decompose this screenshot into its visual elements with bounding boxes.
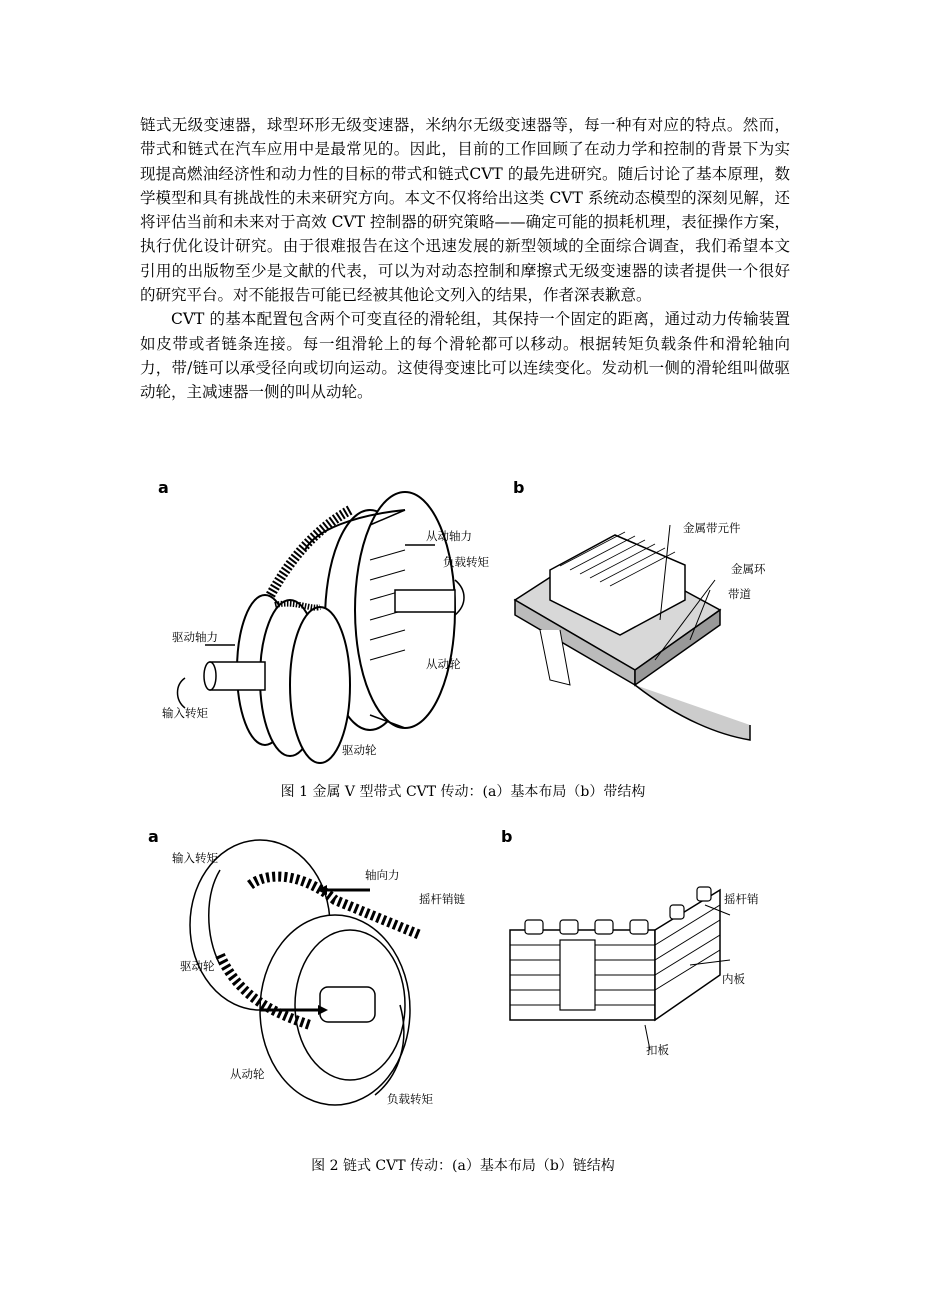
- figure-2-panel-b-letter: b: [501, 827, 513, 846]
- label-driven-pulley-1: 从动轮: [426, 657, 461, 671]
- label-drive-pulley-2: 驱动轮: [180, 959, 215, 973]
- label-metal-ring: 金属环: [731, 562, 766, 576]
- label-metal-belt-element: 金属带元件: [683, 521, 741, 535]
- figure-2: [0, 825, 926, 1185]
- label-rocker-pin: 摇杆销: [724, 892, 759, 906]
- label-driven-pulley-2: 从动轮: [230, 1067, 265, 1081]
- figure-1: [0, 470, 926, 810]
- figure-1b-belt-structure-drawing: [510, 470, 760, 745]
- label-band: 带道: [728, 587, 751, 601]
- label-input-torque-1: 输入转矩: [162, 706, 208, 720]
- label-inner-plate: 内板: [722, 972, 745, 986]
- figure-2a-chain-cvt-drawing: [160, 825, 460, 1125]
- label-drive-axial-force: 驱动轴力: [172, 630, 218, 644]
- paragraph-1: 链式无级变速器，球型环形无级变速器，米纳尔无级变速器等，每一种有对应的特点。然而，带式和链式在汽车应用中是最常见的。因此，目前的工作回顾了在动力学和控制的背景下为实现提高燃油经济性和动力性的目标的带式和链式CVT 的最先进研究。随后讨论了基本原理，数学模型和具有挑战性的未来研究方向。本文不仅将给出这类 CVT 系统动态模型的深刻见解，还将评估当前和未来对于高效 CVT 控制器的研究策略——确定可能的损耗机理，表征操作方案，执行优化设计研究。由于很难报告在这个迅速发展的新型领域的全面综合调查，我们希望本文引用的出版物至少是文献的代表，可以为对动态控制和摩擦式无级变速器的读者提供一个很好的研究平台。对不能报告可能已经被其他论文列入的结果，作者深表歉意。: [140, 116, 790, 305]
- label-rocker-pin-chain: 摇杆销链: [419, 892, 465, 906]
- label-input-torque-2: 输入转矩: [172, 851, 218, 865]
- figure-1-caption: 图 1 金属 V 型带式 CVT 传动：(a）基本布局（b）带结构: [280, 784, 646, 800]
- figure-1-panel-b-letter: b: [513, 478, 525, 497]
- label-drive-pulley-1: 驱动轮: [342, 743, 377, 757]
- label-buckle-plate: 扣板: [646, 1043, 669, 1057]
- label-load-torque-2: 负载转矩: [387, 1092, 433, 1106]
- figure-1-panel-a-letter: a: [158, 478, 169, 497]
- figure-2-panel-a-letter: a: [148, 827, 159, 846]
- label-load-torque-1: 负载转矩: [443, 555, 489, 569]
- label-driven-axial-force: 从动轴力: [426, 529, 472, 543]
- label-axial-force: 轴向力: [365, 868, 400, 882]
- paragraph-2: CVT 的基本配置包含两个可变直径的滑轮组，其保持一个固定的距离，通过动力传输装置如皮带或者链条连接。每一组滑轮上的每个滑轮都可以移动。根据转矩负载条件和滑轮轴向力，带/链可以承受径向或切向运动。这使得变速比可以连续变化。发动机一侧的滑轮组叫做驱动轮，主减速器一侧的叫从动轮。: [140, 310, 790, 402]
- figure-2-caption: 图 2 链式 CVT 传动：(a）基本布局（b）链结构: [311, 1158, 615, 1174]
- body-text: [140, 113, 790, 405]
